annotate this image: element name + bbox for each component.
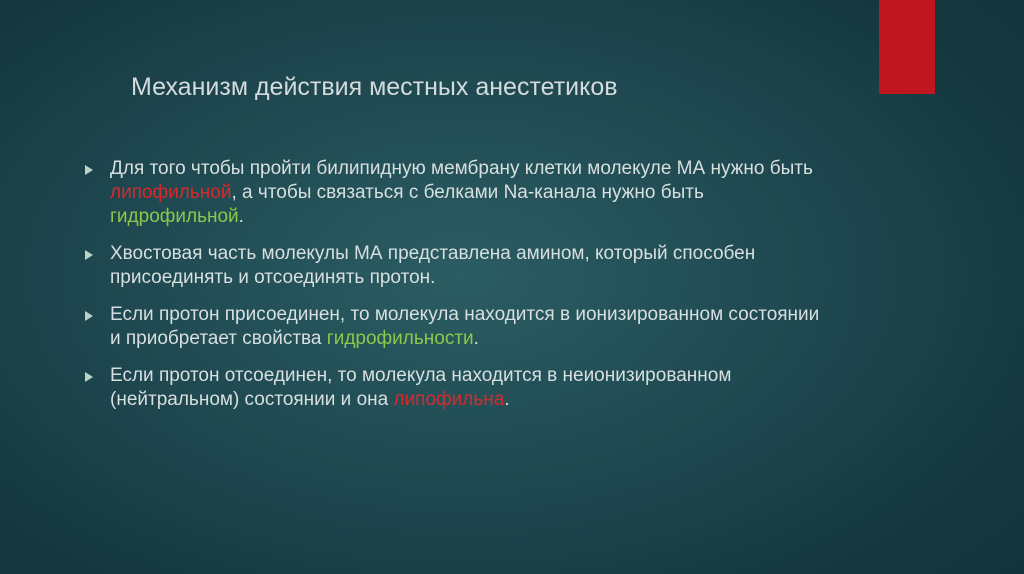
bullet-item [84,242,824,290]
bullet-text: Если протон отсоединен, то молекула находится в неионизированном (нейтральном) состоянии и она [110,365,732,410]
highlight-hydrophilic: гидрофильной [110,206,239,227]
highlight-hydrophilic: гидрофильности [326,328,474,349]
bullet-list [84,157,824,425]
highlight-lipophilic: липофильна [393,389,505,410]
bullet-item [84,157,824,229]
bullet-arrow-icon [85,250,93,260]
bullet-text: Хвостовая часть молекулы МА представлена амином, который способен присоединять и отсоединять протон. [110,243,756,288]
bullet-text: Если протон присоединен, то молекула находится в ионизированном состоянии и приобретает свойства [110,304,820,349]
bullet-text: Для того чтобы пройти билипидную мембрану клетки молекуле МА нужно быть [110,158,813,179]
accent-bar [879,0,935,94]
bullet-arrow-icon [85,311,93,321]
bullet-arrow-icon [85,372,93,382]
bullet-text: . [238,206,244,227]
bullet-text: . [473,328,479,349]
bullet-item [84,364,824,412]
bullet-arrow-icon [85,165,93,175]
highlight-lipophilic: липофильной [110,182,232,203]
bullet-text: . [504,389,510,410]
bullet-text: , а чтобы связаться с белками Na-канала нужно быть [231,182,704,203]
slide-title: Механизм действия местных анестетиков [131,73,618,101]
bullet-item [84,303,824,351]
